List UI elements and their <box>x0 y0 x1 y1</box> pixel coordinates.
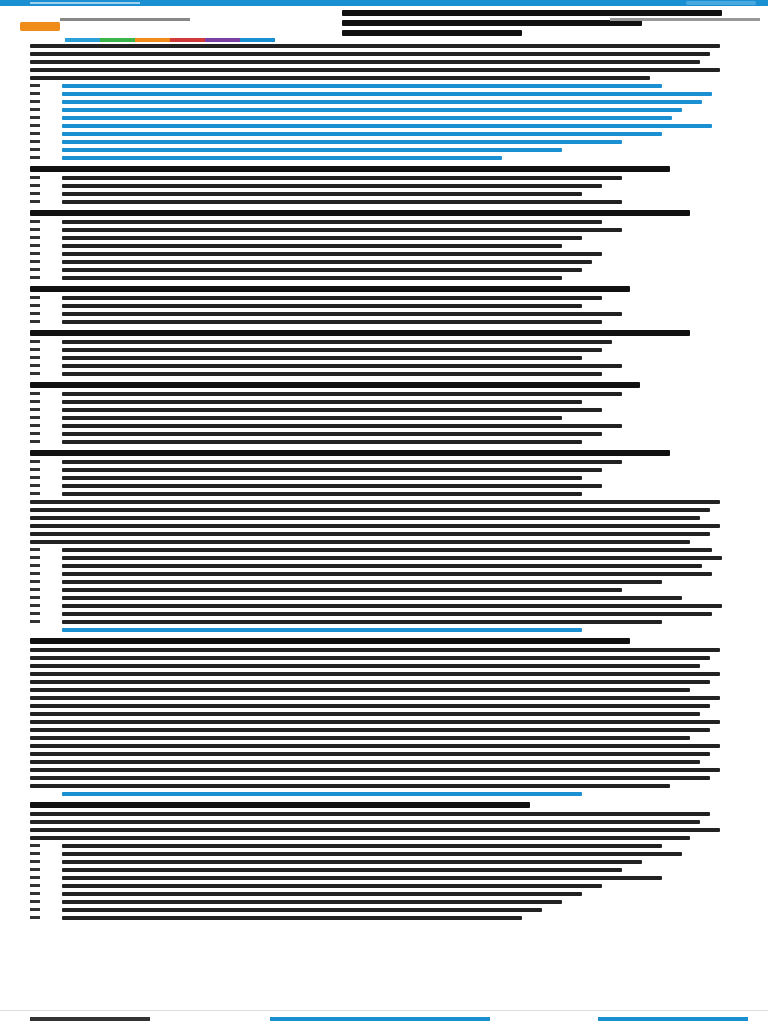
section-heading <box>30 802 530 808</box>
list-item <box>30 268 730 272</box>
top-bar-button[interactable] <box>686 1 756 5</box>
section-heading <box>30 286 630 292</box>
list-item <box>30 916 730 920</box>
list-item[interactable] <box>30 156 730 160</box>
text-line <box>30 696 720 700</box>
list-item <box>30 392 730 396</box>
link-line[interactable] <box>62 792 582 796</box>
list-item <box>30 296 730 300</box>
list-bullet-icon <box>30 484 40 487</box>
list-item <box>30 408 730 412</box>
list-item <box>30 340 730 344</box>
list-bullet-icon <box>30 236 40 239</box>
list-item <box>30 364 730 368</box>
list-bullet-icon <box>30 312 40 315</box>
list-bullet-icon <box>30 304 40 307</box>
page-header <box>20 8 750 44</box>
list-bullet-icon <box>30 596 40 599</box>
list-bullet-icon <box>30 892 40 895</box>
list-bullet-icon <box>30 268 40 271</box>
text-line <box>30 516 700 520</box>
list-bullet-icon <box>30 876 40 879</box>
list-item <box>30 356 730 360</box>
list-bullet-icon <box>30 492 40 495</box>
list-bullet-icon <box>30 572 40 575</box>
text-line <box>30 648 720 652</box>
text-line <box>30 720 720 724</box>
text-line <box>30 760 700 764</box>
page-title <box>342 10 742 40</box>
text-line <box>30 828 720 832</box>
text-line <box>30 812 710 816</box>
list-item <box>30 432 730 436</box>
list-bullet-icon <box>30 364 40 367</box>
list-bullet-icon <box>30 440 40 443</box>
list-item <box>30 468 730 472</box>
list-item <box>30 228 730 232</box>
list-item[interactable] <box>30 124 730 128</box>
text-line <box>30 744 720 748</box>
list-bullet-icon <box>30 468 40 471</box>
list-bullet-icon <box>30 548 40 551</box>
list-item <box>30 372 730 376</box>
list-item[interactable] <box>30 148 730 152</box>
list-bullet-icon <box>30 320 40 323</box>
list-item[interactable] <box>30 132 730 136</box>
text-line <box>30 524 720 528</box>
text-line <box>30 532 710 536</box>
text-line <box>30 508 710 512</box>
list-item <box>30 220 730 224</box>
list-bullet-icon <box>30 92 40 95</box>
list-bullet-icon <box>30 192 40 195</box>
list-item <box>30 876 730 880</box>
list-item <box>30 236 730 240</box>
list-bullet-icon <box>30 228 40 231</box>
list-item <box>30 844 730 848</box>
list-item <box>30 416 730 420</box>
top-nav[interactable] <box>30 2 140 4</box>
list-bullet-icon <box>30 844 40 847</box>
text-line <box>30 52 710 56</box>
list-item <box>30 860 730 864</box>
list-bullet-icon <box>30 116 40 119</box>
list-bullet-icon <box>30 244 40 247</box>
list-bullet-icon <box>30 100 40 103</box>
footer-link[interactable] <box>270 1017 490 1021</box>
section-heading <box>30 166 670 172</box>
list-item <box>30 564 730 568</box>
list-item <box>30 320 730 324</box>
list-bullet-icon <box>30 588 40 591</box>
list-item <box>30 556 730 560</box>
list-bullet-icon <box>30 908 40 911</box>
list-item <box>30 400 730 404</box>
list-bullet-icon <box>30 916 40 919</box>
text-line <box>30 728 710 732</box>
list-item <box>30 588 730 592</box>
text-line <box>30 664 700 668</box>
list-bullet-icon <box>30 476 40 479</box>
list-item[interactable] <box>30 108 730 112</box>
list-bullet-icon <box>30 356 40 359</box>
site-logo[interactable] <box>20 22 270 40</box>
list-bullet-icon <box>30 424 40 427</box>
footer-right-link[interactable] <box>598 1017 748 1021</box>
text-line <box>30 680 710 684</box>
list-item <box>30 492 730 496</box>
list-bullet-icon <box>30 84 40 87</box>
text-line <box>30 768 720 772</box>
list-bullet-icon <box>30 124 40 127</box>
list-bullet-icon <box>30 416 40 419</box>
article-body <box>30 44 730 924</box>
list-item[interactable] <box>30 92 730 96</box>
list-item <box>30 884 730 888</box>
top-bar <box>0 0 768 6</box>
text-line <box>30 60 700 64</box>
list-item <box>30 572 730 576</box>
list-bullet-icon <box>30 852 40 855</box>
list-item <box>30 192 730 196</box>
list-item <box>30 460 730 464</box>
list-item <box>30 620 730 624</box>
list-bullet-icon <box>30 276 40 279</box>
list-bullet-icon <box>30 108 40 111</box>
list-item <box>30 580 730 584</box>
list-bullet-icon <box>30 176 40 179</box>
text-line <box>30 712 700 716</box>
list-item[interactable] <box>30 84 730 88</box>
list-bullet-icon <box>30 868 40 871</box>
text-line <box>30 500 720 504</box>
list-item <box>30 260 730 264</box>
header-subtitle <box>60 18 190 21</box>
text-line <box>30 704 710 708</box>
list-bullet-icon <box>30 408 40 411</box>
text-line <box>30 76 650 80</box>
list-bullet-icon <box>30 556 40 559</box>
logo-mark <box>20 22 60 31</box>
list-item <box>30 184 730 188</box>
list-item <box>30 200 730 204</box>
footer-left <box>30 1017 150 1021</box>
text-line <box>30 820 700 824</box>
list-bullet-icon <box>30 140 40 143</box>
list-item <box>30 612 730 616</box>
list-item <box>30 440 730 444</box>
list-item <box>30 176 730 180</box>
list-bullet-icon <box>30 564 40 567</box>
list-item <box>30 900 730 904</box>
section-heading <box>30 450 670 456</box>
section-heading <box>30 330 690 336</box>
list-item <box>30 548 730 552</box>
section-heading <box>30 210 690 216</box>
list-item <box>30 244 730 248</box>
list-item <box>30 424 730 428</box>
list-bullet-icon <box>30 340 40 343</box>
header-meta <box>610 18 760 21</box>
list-bullet-icon <box>30 200 40 203</box>
text-line <box>30 836 690 840</box>
list-bullet-icon <box>30 184 40 187</box>
list-bullet-icon <box>30 148 40 151</box>
link-line[interactable] <box>62 628 582 632</box>
list-bullet-icon <box>30 900 40 903</box>
list-item <box>30 276 730 280</box>
footer <box>0 1010 768 1025</box>
list-bullet-icon <box>30 860 40 863</box>
list-item <box>30 892 730 896</box>
list-bullet-icon <box>30 132 40 135</box>
list-item <box>30 476 730 480</box>
list-bullet-icon <box>30 156 40 159</box>
text-line <box>30 736 690 740</box>
list-item <box>30 304 730 308</box>
text-line <box>30 44 720 48</box>
list-bullet-icon <box>30 580 40 583</box>
list-item[interactable] <box>30 140 730 144</box>
text-line <box>30 688 690 692</box>
list-bullet-icon <box>30 432 40 435</box>
text-line <box>30 672 720 676</box>
list-bullet-icon <box>30 296 40 299</box>
list-bullet-icon <box>30 604 40 607</box>
list-item <box>30 852 730 856</box>
list-bullet-icon <box>30 260 40 263</box>
list-bullet-icon <box>30 620 40 623</box>
text-line <box>30 540 690 544</box>
section-heading <box>30 382 640 388</box>
list-item <box>30 596 730 600</box>
list-bullet-icon <box>30 400 40 403</box>
text-line <box>30 784 670 788</box>
text-line <box>30 68 720 72</box>
list-bullet-icon <box>30 220 40 223</box>
list-item <box>30 604 730 608</box>
list-item[interactable] <box>30 100 730 104</box>
list-bullet-icon <box>30 884 40 887</box>
list-item <box>30 348 730 352</box>
text-line <box>30 656 710 660</box>
list-bullet-icon <box>30 392 40 395</box>
list-bullet-icon <box>30 612 40 615</box>
list-bullet-icon <box>30 372 40 375</box>
list-bullet-icon <box>30 348 40 351</box>
list-item <box>30 908 730 912</box>
list-item <box>30 484 730 488</box>
logo-color-strip <box>65 38 275 42</box>
list-bullet-icon <box>30 252 40 255</box>
list-item <box>30 312 730 316</box>
list-bullet-icon <box>30 460 40 463</box>
list-item[interactable] <box>30 116 730 120</box>
section-heading <box>30 638 630 644</box>
text-line <box>30 776 710 780</box>
list-item <box>30 868 730 872</box>
list-item <box>30 252 730 256</box>
text-line <box>30 752 710 756</box>
